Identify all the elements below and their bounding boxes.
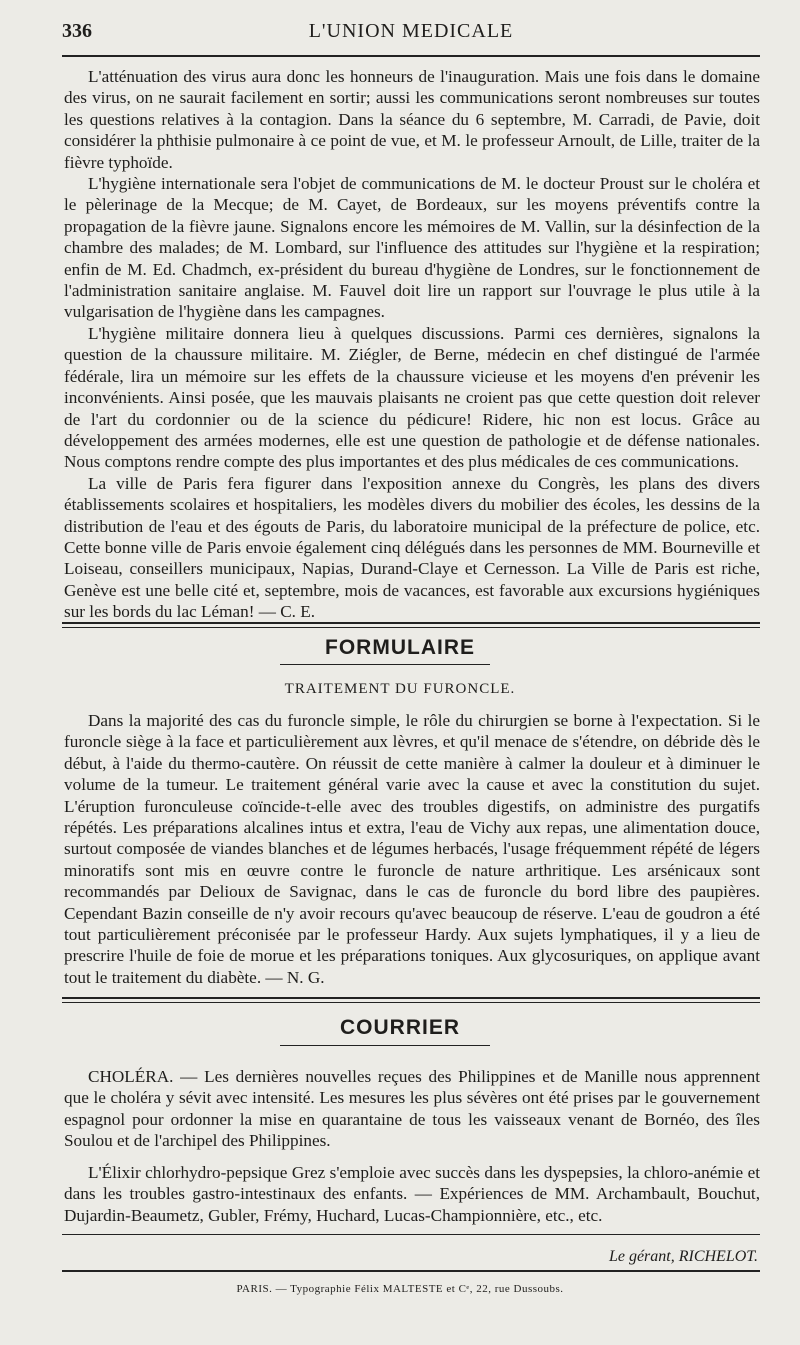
courrier-body-2: [64, 1162, 760, 1226]
article-paragraph-4: La ville de Paris fera figurer dans l'exposition annexe du Congrès, les plans des divers établissements scolaires et hospitaliers, les modèles divers du mobilier des écoles, les dessins de la distribution de l'eau et des égouts de Paris, du laboratoire municipal de la préfecture de police, etc. Cette bonne ville de Paris envoie également cinq délégués dans les personnes de MM. Bourneville et Loiseau, conseillers municipaux, Napias, Durand-Claye et Cernesson. La Ville de Paris est riche, Genève est une belle cité et, septembre, mois de vacances, est favorable aux excursions hygiéniques sur les bords du lac Léman! — C. E.: [64, 473, 760, 622]
imprint: PARIS. — Typographie Félix MALTESTE et Cᵉ, 22, rue Dussoubs.: [236, 1283, 564, 1295]
page-header: [62, 18, 760, 48]
formulaire-paragraph: Dans la majorité des cas du furoncle simple, le rôle du chirurgien se borne à l'expectation. Si le furoncle siège à la face et particulièrement aux lèvres, et qu'il menace de s'étendre, on débride dès le début, à l'aide du thermo-cautère. On réussit de cette manière à calmer la douleur et à diminuer le volume de la tumeur. Le traitement général varie avec la cause et avec la constitution du sujet. L'éruption furonculeuse coïncide-t-elle avec des troubles digestifs, on administre des purgatifs répétés. Les préparations alcalines intus et extra, l'eau de Vichy aux repas, une alimentation douce, surtout composée de viandes blanches et de légumes herbacés, l'usage fréquemment répété de légers minoratifs sont mis en œuvre contre le furoncle de nature arthritique. Les arsénicaux sont recommandés par Delioux de Savignac, dans le cas de furoncle du bord libre des paupières. Cependant Bazin conseille de n'y avoir recours qu'avec beaucoup de réserve. L'eau de goudron a été tout particulièrement préconisée par le professeur Hardy. Aux sujets lymphatiques, il y a lieu de prescrire l'huile de foie de morue et les préparations toniques. Aux glycosuriques, on applique avant tout le traitement du diabète. — N. G.: [64, 711, 760, 987]
article-paragraph-2: L'hygiène internationale sera l'objet de communications de M. le docteur Proust sur le choléra et le pèlerinage de la Mecque; de M. Cayet, de Bordeaux, sur les moyens préventifs contre la propagation de la fièvre jaune. Signalons encore les mémoires de M. Vallin, sur la désinfection de la chambre des malades; de M. Lombard, sur l'influence des attitudes sur l'hygiène et la respiration; enfin de M. Ed. Chadmch, ex-président du bureau d'hygiène de Londres, sur le fonctionnement de l'administration sanitaire anglaise. M. Fauvel doit lire un rapport sur l'ouvrage le plus utile à la vulgarisation de l'hygiène dans les campagnes.: [64, 174, 760, 322]
formulaire-body: [64, 710, 760, 988]
courrier-paragraph-1: CHOLÉRA. — Les dernières nouvelles reçues des Philippines et de Manille nous apprennent que le choléra y sévit avec intensité. Les mesures les plus sévères ont été prises par le gouvernement espagnol pour ordonner la mise en quarantaine de tous les vaisseaux venant de Bornéo, des îles Soulou et de l'archipel des Philippines.: [64, 1067, 760, 1151]
header-rule: [62, 55, 760, 57]
courrier-title: COURRIER: [339, 1016, 460, 1039]
signature-rule: [62, 1234, 760, 1235]
courrier-paragraph-2: L'Élixir chlorhydro-pepsique Grez s'emploie avec succès dans les dyspepsies, la chloro-anémie et dans les troubles gastro-intestinaux des enfants. — Expériences de MM. Archambault, Bouchut, Dujardin-Beaumetz, Gubler, Frémy, Huchard, Lucas-Championnière, etc., etc.: [64, 1163, 760, 1225]
formulaire-title-rule: [280, 664, 490, 665]
journal-title: L'UNION MEDICALE: [308, 20, 514, 42]
section-divider-thin: [62, 627, 760, 628]
footer-rule: [62, 1270, 760, 1272]
courrier-title-rule: [280, 1045, 490, 1046]
courrier-body: [64, 1066, 760, 1152]
signature: Le gérant, RICHELOT.: [608, 1248, 758, 1265]
article-body: [64, 66, 760, 623]
formulaire-subtitle: TRAITEMENT DU FURONCLE.: [284, 681, 516, 697]
section-divider: [62, 622, 760, 624]
page-number: 336: [62, 20, 92, 42]
article-paragraph-3: L'hygiène militaire donnera lieu à quelques discussions. Parmi ces dernières, signalons la question de la chaussure militaire. M. Ziégler, de Berne, médecin en chef distingué de l'armée fédérale, lira un mémoire sur les effets de la chaussure vicieuse et les moyens d'en prévenir les inconvénients. Ainsi posée, que les mauvais plaisants ne croient pas que cette question doit relever de l'art du cordonnier ou de la science du pédicure! Ridere, hic non est locus. Grâce au développement des armées modernes, elle est une question de pathologie et de défense nationales. Nous comptons rendre compte des plus importantes et des plus médicales de ces communications.: [64, 323, 760, 472]
formulaire-title: FORMULAIRE: [325, 636, 475, 659]
article-paragraph-1: L'atténuation des virus aura donc les honneurs de l'inauguration. Mais une fois dans le domaine des virus, on ne saurait facilement en sortir; aussi les communications seront nombreuses sur toutes les questions relatives à la contagion. Dans la séance du 6 septembre, M. Carradi, de Pavie, doit considérer la phthisie pulmonaire à ce point de vue, et M. le professeur Arnoult, de Lille, traiter de la fièvre typhoïde.: [64, 67, 760, 172]
courrier-divider-thin: [62, 1002, 760, 1003]
courrier-divider: [62, 997, 760, 999]
